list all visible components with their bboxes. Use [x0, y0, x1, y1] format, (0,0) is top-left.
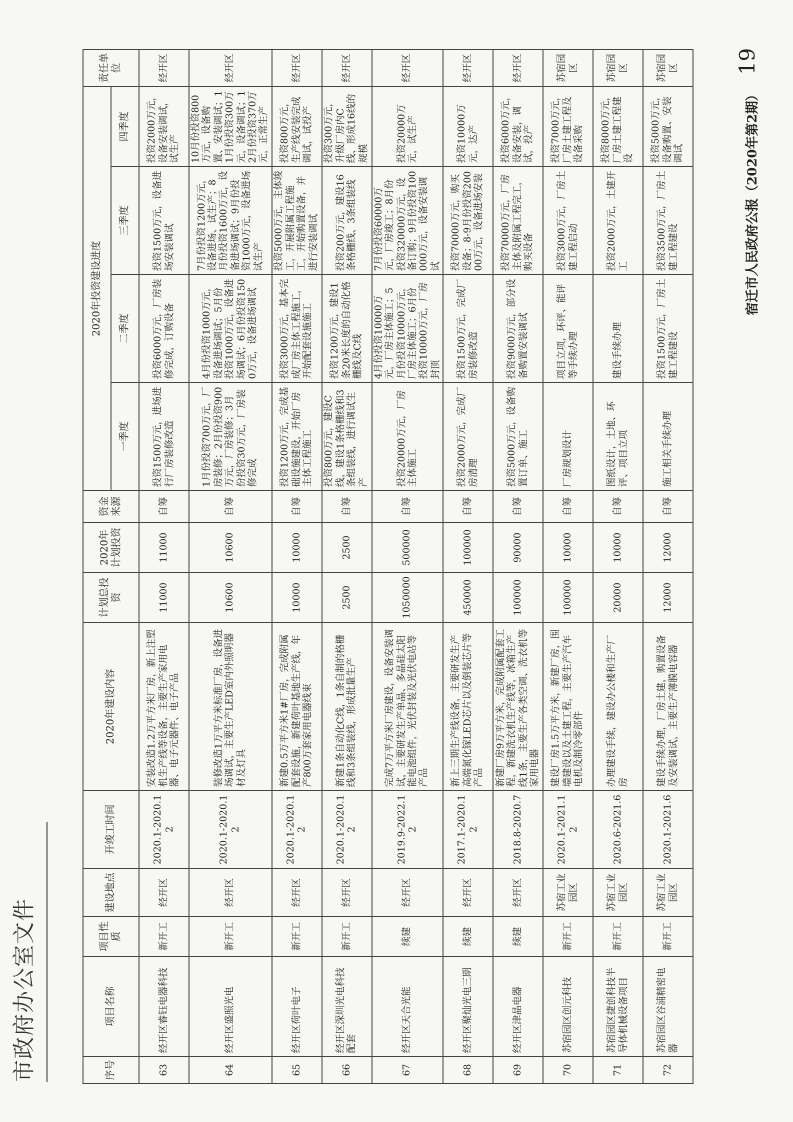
cell-location: 苏宿工业园区 [643, 869, 693, 917]
cell-total: 100000 [543, 573, 593, 623]
cell-q4: 投资300万元，升级厂房内C线、形成16线的规模 [322, 86, 372, 166]
cell-q4: 投资2000万元，设备安装调试，试生产 [139, 86, 189, 166]
cell-content: 新建0.5万平方米1#厂房，完成附属配套设施，新建荷叶基地生产线，年产800万套家用电器线束 [272, 623, 322, 791]
cell-q1: 图纸设计，土地、环评、项目立项 [593, 383, 643, 491]
cell-name: 经开区深圳光电科技配套 [322, 957, 372, 1057]
cell-content: 新上三期生产线设备，主要研发生产高端氮化镓LED芯片以及倒装芯片等产品 [443, 623, 493, 791]
cell-total: 10000 [272, 573, 322, 623]
cell-name: 经开区津晶电器 [493, 957, 543, 1057]
col-plan2020: 2020年计划投资 [83, 523, 139, 573]
cell-q1: 投资5000万元，设备购置订单、施工 [493, 383, 543, 491]
cell-content: 新建厂房9万平方米，完成附属配套工程，新建洗衣机生产线等，冰箱生产线1条，主要生产各类空调、洗衣机等家用电器 [493, 623, 543, 791]
col-location: 建设地点 [83, 869, 139, 917]
cell-nature: 新开工 [189, 917, 272, 957]
cell-no: 65 [272, 1057, 322, 1084]
table-row [139, 49, 189, 1083]
cell-content: 完成7万平方米厂房建设，设备安装调试，主要研发生产单晶、多晶硅太阳能电池组件，光伏封装及光伏电站等产品 [372, 623, 443, 791]
cell-q1: 投资1200万元，完成基础设施建设，开始厂房主体工程施工 [272, 383, 322, 491]
cell-total: 2500 [322, 573, 372, 623]
cell-total: 12000 [643, 573, 693, 623]
table-row [272, 49, 322, 1083]
cell-total: 11000 [139, 573, 189, 623]
cell-q2: 项目立项，环评、能评等手续办理 [543, 275, 593, 383]
table-row [372, 49, 443, 1083]
cell-q1: 1月份投资700万元，厂房装修；2月份投资900万元，厂房装修；3月份投资30万元，厂房装修完成 [189, 383, 272, 491]
cell-q2: 投资3000万元，基本完成厂房主体工程施工，开始配套设施施工 [272, 275, 322, 383]
cell-plan2020: 90000 [493, 523, 543, 573]
cell-source: 自筹 [543, 491, 593, 523]
cell-location: 经开区 [272, 869, 322, 917]
cell-content: 新建1条自动化C线，1条自制的格栅线和3条组装线，形成批量生产 [322, 623, 372, 791]
table-row [593, 49, 643, 1083]
table-row [543, 49, 593, 1083]
cell-no: 69 [493, 1057, 543, 1084]
cell-q2: 投资1500万元，完成厂房装修改造 [443, 275, 493, 383]
cell-unit: 经开区 [322, 49, 372, 86]
cell-period: 2020.1-2020.12 [272, 791, 322, 869]
col-nature: 项目性质 [83, 917, 139, 957]
cell-source: 自筹 [593, 491, 643, 523]
cell-q2: 投资6000万元，厂房装修完成，订购设备 [139, 275, 189, 383]
cell-name: 经开区荷叶电子 [272, 957, 322, 1057]
cell-location: 经开区 [443, 869, 493, 917]
col-q2: 二季度 [111, 275, 139, 383]
cell-location: 经开区 [322, 869, 372, 917]
cell-location: 苏宿工业园区 [593, 869, 643, 917]
cell-no: 63 [139, 1057, 189, 1084]
cell-no: 72 [643, 1057, 693, 1084]
cell-source: 自筹 [493, 491, 543, 523]
cell-content: 安装改造1.2万平方米厂房，新上注塑机生产线等设备，主要生产家用电器、电子元器件、电子产品 [139, 623, 189, 791]
col-unit: 责任单位 [83, 49, 139, 86]
cell-nature: 续建 [372, 917, 443, 957]
col-q1: 一季度 [111, 383, 139, 491]
cell-period: 2020.1-2020.12 [189, 791, 272, 869]
cell-period: 2019.9-2022.12 [372, 791, 443, 869]
table-row [493, 49, 543, 1083]
cell-name: 经开区天合光能 [372, 957, 443, 1057]
cell-nature: 新开工 [139, 917, 189, 957]
running-title: 市政府办公室文件 [12, 897, 38, 1082]
cell-q3: 投资3500万元，厂房土建工程建设 [643, 167, 693, 275]
cell-nature: 续建 [493, 917, 543, 957]
cell-total: 10600 [189, 573, 272, 623]
cell-name: 苏宿园区捷创科技半导体机械设备项目 [593, 957, 643, 1057]
cell-unit: 苏宿园区 [593, 49, 643, 86]
cell-name: 经开区睿钰电器科技 [139, 957, 189, 1057]
cell-q4: 投资10000万元，达产 [443, 86, 493, 166]
cell-source: 自筹 [189, 491, 272, 523]
cell-q1: 投资1500万元，进场进行厂房装修改造 [139, 383, 189, 491]
cell-unit: 经开区 [493, 49, 543, 86]
cell-source: 自筹 [272, 491, 322, 523]
cell-location: 经开区 [493, 869, 543, 917]
cell-source: 自筹 [322, 491, 372, 523]
cell-unit: 经开区 [272, 49, 322, 86]
cell-source: 自筹 [372, 491, 443, 523]
title-rule [47, 822, 48, 1082]
cell-content: 建设手续办理，厂房土建，购置设备及安装调试，主要生产薄膜电容器 [643, 623, 693, 791]
cell-q2: 投资1200万元，建设1条20米长度的自动化格栅线及C线 [322, 275, 372, 383]
cell-q2: 投资1500万元，厂房土建工程建设 [643, 275, 693, 383]
cell-q3: 投资1500万元，设备进场安装调试 [139, 167, 189, 275]
cell-no: 68 [443, 1057, 493, 1084]
cell-name: 经开区盛照光电 [189, 957, 272, 1057]
cell-q2: 4月份投资1000万元，设备进场调试；5月份投资1000万元，设备进场调试；6月份投资1500万元，设备进场调试 [189, 275, 272, 383]
cell-q4: 投资20000万元，试生产 [372, 86, 443, 166]
cell-q2: 投资9000万元，部分设备购置安装调试 [493, 275, 543, 383]
cell-nature: 新开工 [543, 917, 593, 957]
cell-q3: 投资2000万元，土建开工 [593, 167, 643, 275]
cell-plan2020: 12000 [643, 523, 693, 573]
cell-name: 苏宿园区谷浦精密电器 [643, 957, 693, 1057]
table-row [322, 49, 372, 1083]
table-row [189, 49, 272, 1083]
cell-unit: 经开区 [443, 49, 493, 86]
cell-q3: 投资70000万元，购买设备；8-9月份投资20000万元，设备进场安装 [443, 167, 493, 275]
cell-total: 100000 [493, 573, 543, 623]
cell-no: 66 [322, 1057, 372, 1084]
investment-table [83, 49, 694, 1084]
col-name: 项目名称 [83, 957, 139, 1057]
cell-q4: 投资7000万元，厂房土建工程及设备采购 [543, 86, 593, 166]
cell-unit: 苏宿园区 [643, 49, 693, 86]
col-source: 资金来源 [83, 491, 139, 523]
footer-text: 宿迁市人民政府公报（2020年第2期） [745, 88, 761, 316]
cell-nature: 新开工 [643, 917, 693, 957]
cell-content: 办理建设手续，建设办公楼和生产厂房 [593, 623, 643, 791]
cell-content: 建设厂房1.5万平方米，新建厂房，围墙建设以及土建工程，主要生产汽车电机及制冷零部件 [543, 623, 593, 791]
header-row-1 [83, 49, 111, 1083]
table-body [139, 49, 693, 1083]
cell-unit: 苏宿园区 [543, 49, 593, 86]
cell-plan2020: 10600 [189, 523, 272, 573]
cell-content: 装修改造1万平方米标准厂房，设备进场调试，主要生产LED室内外照明器材及灯具 [189, 623, 272, 791]
cell-source: 自筹 [139, 491, 189, 523]
cell-q3: 投资70000万元，厂房主体及附属工程完工，购买设备 [493, 167, 543, 275]
col-q4: 四季度 [111, 86, 139, 166]
col-progress: 2020年投资建设进度 [83, 86, 111, 490]
cell-nature: 续建 [443, 917, 493, 957]
cell-q3: 7月份投资1200万元，设备进场、试生产；8月份投资1600万元，设备进场调试；9月份投资1000万元，设备进场试生产 [189, 167, 272, 275]
cell-unit: 经开区 [139, 49, 189, 86]
cell-q1: 投资2000万元，完成厂房清理 [443, 383, 493, 491]
cell-name: 苏宿园区创元科技 [543, 957, 593, 1057]
cell-location: 苏宿工业园区 [543, 869, 593, 917]
cell-q2: 建设手续办理 [593, 275, 643, 383]
cell-source: 自筹 [643, 491, 693, 523]
cell-q4: 投资6000万元，设备安装，调试，投产 [493, 86, 543, 166]
cell-plan2020: 2500 [322, 523, 372, 573]
cell-plan2020: 11000 [139, 523, 189, 573]
cell-location: 经开区 [189, 869, 272, 917]
page-number: 19 [735, 48, 760, 75]
cell-q1: 厂房规划设计 [543, 383, 593, 491]
cell-plan2020: 10000 [543, 523, 593, 573]
cell-total: 20000 [593, 573, 643, 623]
cell-period: 2020.1-2021.6 [643, 791, 693, 869]
cell-q4: 投资800万元，生产线安装完成调试，试投产 [272, 86, 322, 166]
cell-q3: 7月份投资60000万元，厂房竣工；8月份投资320000万元，设备订购；9月份投资100000万元，设备安装调试 [372, 167, 443, 275]
cell-plan2020: 500000 [372, 523, 443, 573]
cell-q1: 投资20000万元，厂房主体施工 [372, 383, 443, 491]
cell-nature: 新开工 [593, 917, 643, 957]
cell-period: 2020.6-2021.6 [593, 791, 643, 869]
cell-nature: 新开工 [322, 917, 372, 957]
cell-location: 经开区 [139, 869, 189, 917]
cell-period: 2020.1-2020.12 [139, 791, 189, 869]
cell-unit: 经开区 [189, 49, 272, 86]
cell-total: 450000 [443, 573, 493, 623]
col-period: 开竣工时间 [83, 791, 139, 869]
cell-no: 71 [593, 1057, 643, 1084]
cell-source: 自筹 [443, 491, 493, 523]
cell-no: 70 [543, 1057, 593, 1084]
col-q3: 三季度 [111, 167, 139, 275]
cell-period: 2020.1-2020.12 [322, 791, 372, 869]
col-no: 序号 [83, 1057, 139, 1084]
cell-period: 2017.1-2020.12 [443, 791, 493, 869]
cell-nature: 新开工 [272, 917, 322, 957]
cell-no: 67 [372, 1057, 443, 1084]
cell-total: 1050000 [372, 573, 443, 623]
cell-period: 2020.1-2021.12 [543, 791, 593, 869]
cell-no: 64 [189, 1057, 272, 1084]
cell-q4: 投资8000万元，厂房土建工程建设 [593, 86, 643, 166]
col-total: 计划总投资 [83, 573, 139, 623]
cell-q3: 投资200万元，建设16条格栅线、3条组装线 [322, 167, 372, 275]
cell-q1: 投资800万元，建设C线，建设1条格栅线和3条组装线，进行调试生产 [322, 383, 372, 491]
cell-period: 2018.8-2020.7 [493, 791, 543, 869]
cell-name: 经开区聚灿光电三期 [443, 957, 493, 1057]
cell-plan2020: 100000 [443, 523, 493, 573]
cell-location: 经开区 [372, 869, 443, 917]
cell-plan2020: 10000 [272, 523, 322, 573]
cell-q3: 投资3000万元，厂房土建工程启动 [543, 167, 593, 275]
cell-plan2020: 10000 [593, 523, 643, 573]
cell-q4: 10月份投资800万元，设备购置、安装调试；11月份投资300万元，设备调试；12月份投资370万元，正常生产 [189, 86, 272, 166]
cell-unit: 经开区 [372, 49, 443, 86]
col-content: 2020年建设内容 [83, 623, 139, 791]
table-row [443, 49, 493, 1083]
cell-q3: 投资5000万元，主体竣工，开展附属工程施工，开始购置设备，并进行安装调试 [272, 167, 322, 275]
cell-q2: 4月份投资10000万元，厂房主体施工；5月份投资10000万元，厂房主体施工；6月份投资10000万元，厂房封顶 [372, 275, 443, 383]
table-row [643, 49, 693, 1083]
cell-q1: 施工相关手续办理 [643, 383, 693, 491]
cell-q4: 投资5000万元，设备购置、安装调试 [643, 86, 693, 166]
